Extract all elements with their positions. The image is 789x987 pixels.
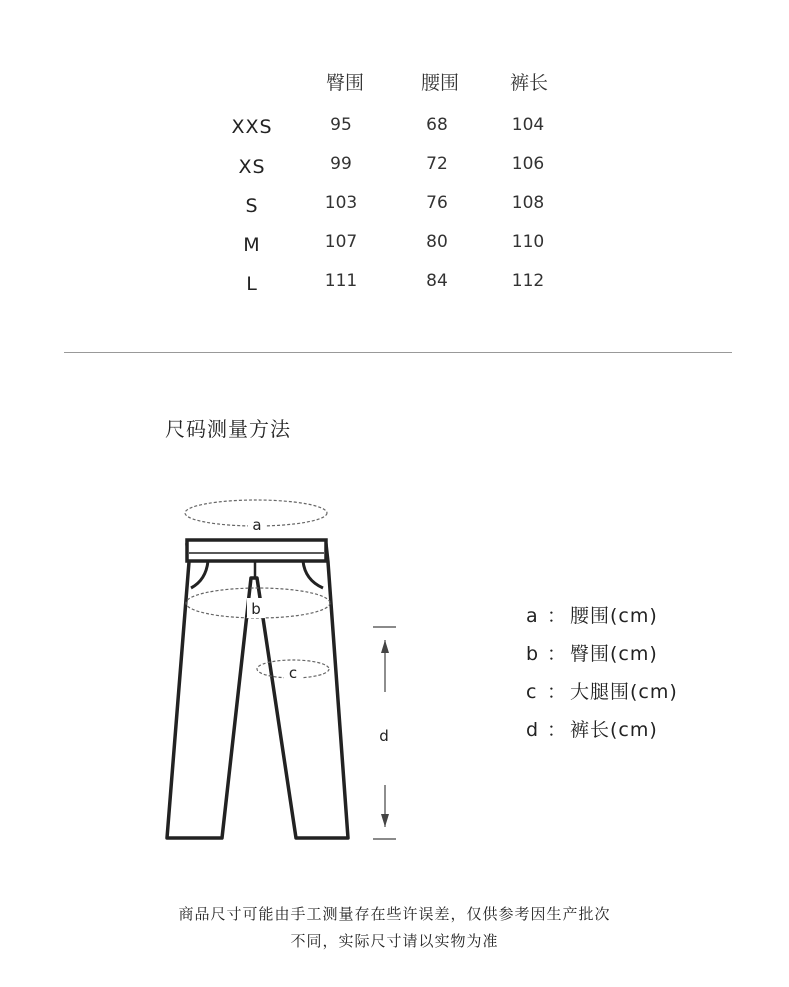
table-cell: 112 — [511, 271, 545, 291]
row-header-size: XS — [238, 156, 266, 178]
legend-label: 臀围(cm) — [570, 643, 658, 665]
table-cell: 108 — [511, 193, 545, 213]
legend-label: 大腿围(cm) — [570, 681, 678, 703]
legend-label: 腰围(cm) — [570, 605, 658, 627]
legend-item-length — [526, 715, 658, 742]
row-header-size: L — [246, 273, 258, 295]
table-cell: 106 — [511, 154, 545, 174]
column-header-length: 裤长 — [509, 72, 548, 94]
legend-key: a — [526, 605, 539, 627]
legend-label: 裤长(cm) — [570, 719, 658, 741]
table-cell: 110 — [511, 232, 545, 252]
table-cell: 95 — [330, 115, 352, 135]
diagram-label-c: c — [288, 664, 298, 682]
legend-colon: ： — [546, 681, 567, 703]
legend-item-waist — [526, 601, 658, 628]
row-header-size: M — [243, 234, 261, 256]
arrow-down-icon — [381, 814, 389, 827]
footnote-line-1: 商品尺寸可能由手工测量存在些许误差，仅供参考因生产批次 — [178, 905, 611, 923]
table-cell: 99 — [330, 154, 352, 174]
footnote-line-2: 不同，实际尺寸请以实物为准 — [290, 932, 499, 950]
legend-colon: ： — [546, 605, 567, 627]
waistband — [187, 540, 326, 561]
measurement-title: 尺码测量方法 — [165, 417, 291, 441]
row-header-size: XXS — [231, 116, 273, 138]
diagram-label-b: b — [251, 600, 261, 618]
table-cell: 68 — [426, 115, 448, 135]
table-cell: 72 — [426, 154, 448, 174]
table-cell: 104 — [511, 115, 545, 135]
diagram-label-a: a — [252, 516, 262, 534]
table-cell: 107 — [324, 232, 358, 252]
legend-item-hip — [526, 639, 658, 666]
diagram-label-d: d — [379, 727, 389, 745]
legend-colon: ： — [546, 643, 567, 665]
table-cell: 80 — [426, 232, 448, 252]
table-cell: 111 — [324, 271, 358, 291]
legend-key: c — [526, 681, 538, 703]
table-cell: 103 — [324, 193, 358, 213]
table-cell: 76 — [426, 193, 448, 213]
legend-key: b — [526, 643, 540, 665]
column-header-hip: 臀围 — [325, 72, 364, 94]
legend-item-thigh — [526, 677, 678, 704]
legend-colon: ： — [546, 719, 567, 741]
legend-key: d — [526, 719, 540, 741]
arrow-up-icon — [381, 640, 389, 653]
table-cell: 84 — [426, 271, 448, 291]
row-header-size: S — [245, 195, 259, 217]
column-header-waist: 腰围 — [420, 72, 459, 94]
